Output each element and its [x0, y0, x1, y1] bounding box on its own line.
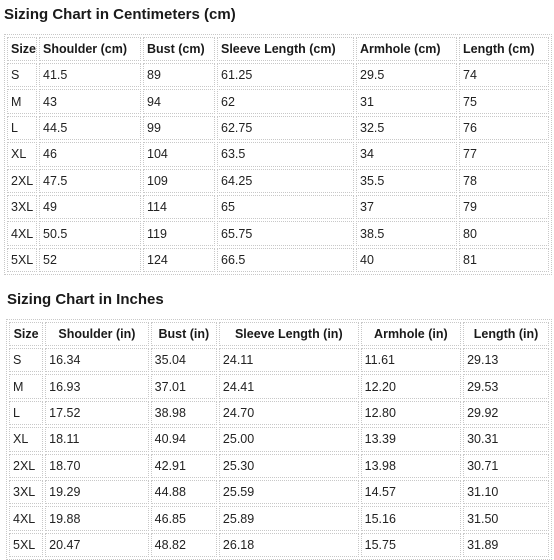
inches-header-length: Length (in): [463, 322, 549, 346]
cm-cell-length: 74: [459, 63, 549, 87]
cm-cell-length: 77: [459, 142, 549, 166]
cm-cell-sleeve-length: 65.75: [217, 221, 354, 245]
inches-cell-size: XL: [9, 427, 43, 451]
inches-table-row: [9, 427, 549, 451]
cm-cell-armhole: 32.5: [356, 116, 457, 140]
cm-cell-shoulder: 52: [39, 248, 141, 272]
inches-cell-bust: 42.91: [151, 454, 217, 478]
inches-cell-size: M: [9, 374, 43, 398]
cm-cell-sleeve-length: 66.5: [217, 248, 354, 272]
inches-table-row: [9, 480, 549, 504]
cm-header-length: Length (cm): [459, 37, 549, 61]
inches-table-row: [9, 454, 549, 478]
inches-sizing-table: [6, 319, 552, 560]
inches-cell-length: 31.10: [463, 480, 549, 504]
inches-cell-shoulder: 16.93: [45, 374, 149, 398]
cm-cell-size: 5XL: [7, 248, 37, 272]
cm-cell-shoulder: 44.5: [39, 116, 141, 140]
inches-cell-sleeve-length: 25.00: [219, 427, 359, 451]
cm-table-row: [7, 63, 549, 87]
inches-table-body: [9, 348, 549, 557]
cm-cell-sleeve-length: 61.25: [217, 63, 354, 87]
inches-cell-sleeve-length: 24.41: [219, 374, 359, 398]
cm-cell-sleeve-length: 62: [217, 89, 354, 113]
cm-cell-bust: 119: [143, 221, 215, 245]
cm-cell-length: 76: [459, 116, 549, 140]
inches-table-row: [9, 374, 549, 398]
inches-cell-armhole: 15.16: [361, 506, 461, 530]
inches-cell-length: 31.89: [463, 533, 549, 557]
cm-cell-shoulder: 41.5: [39, 63, 141, 87]
cm-cell-shoulder: 43: [39, 89, 141, 113]
inches-cell-size: 4XL: [9, 506, 43, 530]
cm-cell-bust: 124: [143, 248, 215, 272]
cm-cell-size: S: [7, 63, 37, 87]
cm-cell-size: M: [7, 89, 37, 113]
cm-cell-armhole: 35.5: [356, 169, 457, 193]
cm-header-armhole: Armhole (cm): [356, 37, 457, 61]
cm-cell-length: 78: [459, 169, 549, 193]
cm-cell-bust: 99: [143, 116, 215, 140]
cm-cell-shoulder: 50.5: [39, 221, 141, 245]
inches-cell-shoulder: 17.52: [45, 401, 149, 425]
inches-cell-armhole: 12.20: [361, 374, 461, 398]
inches-chart-title: Sizing Chart in Inches: [7, 291, 164, 308]
inches-cell-size: L: [9, 401, 43, 425]
inches-cell-size: 2XL: [9, 454, 43, 478]
inches-cell-sleeve-length: 25.30: [219, 454, 359, 478]
inches-cell-armhole: 13.39: [361, 427, 461, 451]
inches-cell-shoulder: 18.70: [45, 454, 149, 478]
inches-cell-shoulder: 16.34: [45, 348, 149, 372]
cm-cell-length: 75: [459, 89, 549, 113]
cm-table-row: [7, 221, 549, 245]
cm-cell-bust: 94: [143, 89, 215, 113]
cm-cell-armhole: 29.5: [356, 63, 457, 87]
inches-cell-armhole: 11.61: [361, 348, 461, 372]
inches-cell-bust: 48.82: [151, 533, 217, 557]
inches-cell-bust: 37.01: [151, 374, 217, 398]
inches-cell-bust: 38.98: [151, 401, 217, 425]
inches-cell-sleeve-length: 25.59: [219, 480, 359, 504]
inches-cell-bust: 40.94: [151, 427, 217, 451]
cm-table-row: [7, 195, 549, 219]
inches-cell-bust: 46.85: [151, 506, 217, 530]
inches-table-row: [9, 533, 549, 557]
cm-table-row: [7, 89, 549, 113]
inches-cell-length: 31.50: [463, 506, 549, 530]
cm-cell-length: 79: [459, 195, 549, 219]
inches-cell-shoulder: 19.29: [45, 480, 149, 504]
cm-cell-armhole: 34: [356, 142, 457, 166]
inches-cell-sleeve-length: 24.11: [219, 348, 359, 372]
cm-cell-length: 80: [459, 221, 549, 245]
inches-cell-armhole: 14.57: [361, 480, 461, 504]
inches-cell-length: 29.53: [463, 374, 549, 398]
cm-cell-armhole: 31: [356, 89, 457, 113]
inches-header-armhole: Armhole (in): [361, 322, 461, 346]
cm-cell-size: 3XL: [7, 195, 37, 219]
cm-header-bust: Bust (cm): [143, 37, 215, 61]
inches-header-sleeve-length: Sleeve Length (in): [219, 322, 359, 346]
cm-cell-bust: 109: [143, 169, 215, 193]
cm-header-row: [7, 37, 549, 61]
cm-table-body: [7, 63, 549, 272]
cm-cell-shoulder: 47.5: [39, 169, 141, 193]
inches-cell-armhole: 12.80: [361, 401, 461, 425]
inches-cell-sleeve-length: 24.70: [219, 401, 359, 425]
inches-cell-sleeve-length: 25.89: [219, 506, 359, 530]
cm-cell-shoulder: 46: [39, 142, 141, 166]
cm-sizing-table: [4, 34, 552, 275]
cm-chart-title: Sizing Chart in Centimeters (cm): [4, 6, 236, 23]
cm-cell-armhole: 38.5: [356, 221, 457, 245]
inches-cell-sleeve-length: 26.18: [219, 533, 359, 557]
cm-cell-sleeve-length: 64.25: [217, 169, 354, 193]
cm-cell-size: XL: [7, 142, 37, 166]
cm-table-row: [7, 142, 549, 166]
inches-header-size: Size: [9, 322, 43, 346]
inches-cell-shoulder: 20.47: [45, 533, 149, 557]
cm-cell-bust: 89: [143, 63, 215, 87]
cm-header-size: Size: [7, 37, 37, 61]
inches-header-shoulder: Shoulder (in): [45, 322, 149, 346]
inches-table-row: [9, 401, 549, 425]
cm-table-row: [7, 169, 549, 193]
cm-header-sleeve-length: Sleeve Length (cm): [217, 37, 354, 61]
cm-cell-sleeve-length: 63.5: [217, 142, 354, 166]
cm-cell-shoulder: 49: [39, 195, 141, 219]
inches-table-row: [9, 348, 549, 372]
inches-cell-size: 5XL: [9, 533, 43, 557]
cm-header-shoulder: Shoulder (cm): [39, 37, 141, 61]
cm-cell-armhole: 40: [356, 248, 457, 272]
inches-cell-bust: 35.04: [151, 348, 217, 372]
inches-cell-length: 30.71: [463, 454, 549, 478]
cm-cell-size: 2XL: [7, 169, 37, 193]
inches-header-row: [9, 322, 549, 346]
inches-table-row: [9, 506, 549, 530]
cm-cell-sleeve-length: 62.75: [217, 116, 354, 140]
cm-cell-size: 4XL: [7, 221, 37, 245]
inches-cell-size: 3XL: [9, 480, 43, 504]
cm-cell-bust: 104: [143, 142, 215, 166]
inches-cell-armhole: 15.75: [361, 533, 461, 557]
inches-cell-length: 29.13: [463, 348, 549, 372]
inches-cell-armhole: 13.98: [361, 454, 461, 478]
cm-cell-length: 81: [459, 248, 549, 272]
cm-cell-armhole: 37: [356, 195, 457, 219]
cm-table-row: [7, 248, 549, 272]
inches-cell-bust: 44.88: [151, 480, 217, 504]
inches-cell-shoulder: 19.88: [45, 506, 149, 530]
cm-cell-sleeve-length: 65: [217, 195, 354, 219]
cm-cell-bust: 114: [143, 195, 215, 219]
cm-cell-size: L: [7, 116, 37, 140]
inches-header-bust: Bust (in): [151, 322, 217, 346]
inches-cell-length: 29.92: [463, 401, 549, 425]
inches-cell-length: 30.31: [463, 427, 549, 451]
inches-cell-shoulder: 18.11: [45, 427, 149, 451]
inches-cell-size: S: [9, 348, 43, 372]
cm-table-row: [7, 116, 549, 140]
